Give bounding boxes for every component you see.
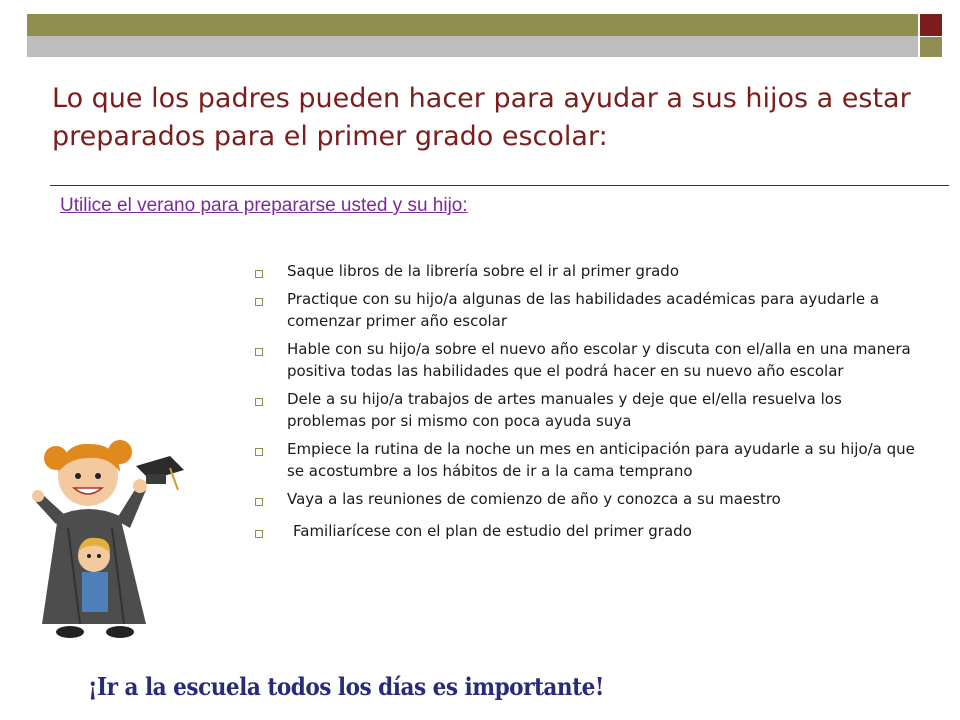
square-bullet-icon bbox=[255, 448, 263, 456]
list-item bbox=[255, 288, 915, 332]
list-item bbox=[255, 520, 915, 542]
list-item bbox=[255, 488, 915, 510]
list-item bbox=[255, 438, 915, 482]
list-item-text: Dele a su hijo/a trabajos de artes manuales y deje que el/ella resuelva los problemas por si mismo con poca ayuda suya bbox=[287, 390, 842, 430]
list-item bbox=[255, 388, 915, 432]
list-item-text: Saque libros de la librería sobre el ir al primer grado bbox=[287, 262, 680, 280]
header-red-square bbox=[920, 14, 942, 36]
square-bullet-icon bbox=[255, 298, 263, 306]
square-bullet-icon bbox=[255, 498, 263, 506]
square-bullet-icon bbox=[255, 530, 263, 538]
square-bullet-icon bbox=[255, 348, 263, 356]
list-item bbox=[255, 338, 915, 382]
bullet-list bbox=[255, 260, 915, 548]
footer-message: ¡Ir a la escuela todos los días es importante! bbox=[88, 672, 604, 701]
slide-subtitle: Utilice el verano para prepararse usted y su hijo: bbox=[60, 195, 468, 216]
header-olive-square bbox=[920, 37, 942, 57]
header-decoration bbox=[27, 14, 943, 57]
square-bullet-icon bbox=[255, 270, 263, 278]
graduation-children-illustration bbox=[28, 428, 186, 640]
list-item-text: Vaya a las reuniones de comienzo de año y conozca a su maestro bbox=[287, 490, 781, 508]
list-item-text: Practique con su hijo/a algunas de las habilidades académicas para ayudarle a comenzar primer año escolar bbox=[287, 290, 880, 330]
list-item-text: Empiece la rutina de la noche un mes en anticipación para ayudarle a su hijo/a que se acostumbre a los hábitos de ir a la cama temprano bbox=[287, 440, 915, 480]
square-bullet-icon bbox=[255, 398, 263, 406]
list-item-text: Hable con su hijo/a sobre el nuevo año escolar y discuta con el/alla en una manera positiva todas las habilidades que el podrá hacer en su nuevo año escolar bbox=[287, 340, 911, 380]
header-gray-band bbox=[27, 36, 918, 57]
slide-title: Lo que los padres pueden hacer para ayudar a sus hijos a estar preparados para el primer grado escolar: bbox=[52, 83, 911, 152]
header-olive-band bbox=[27, 14, 918, 36]
title-divider bbox=[50, 185, 949, 186]
list-item-text: Familiarícese con el plan de estudio del primer grado bbox=[293, 522, 692, 540]
list-item bbox=[255, 260, 915, 282]
